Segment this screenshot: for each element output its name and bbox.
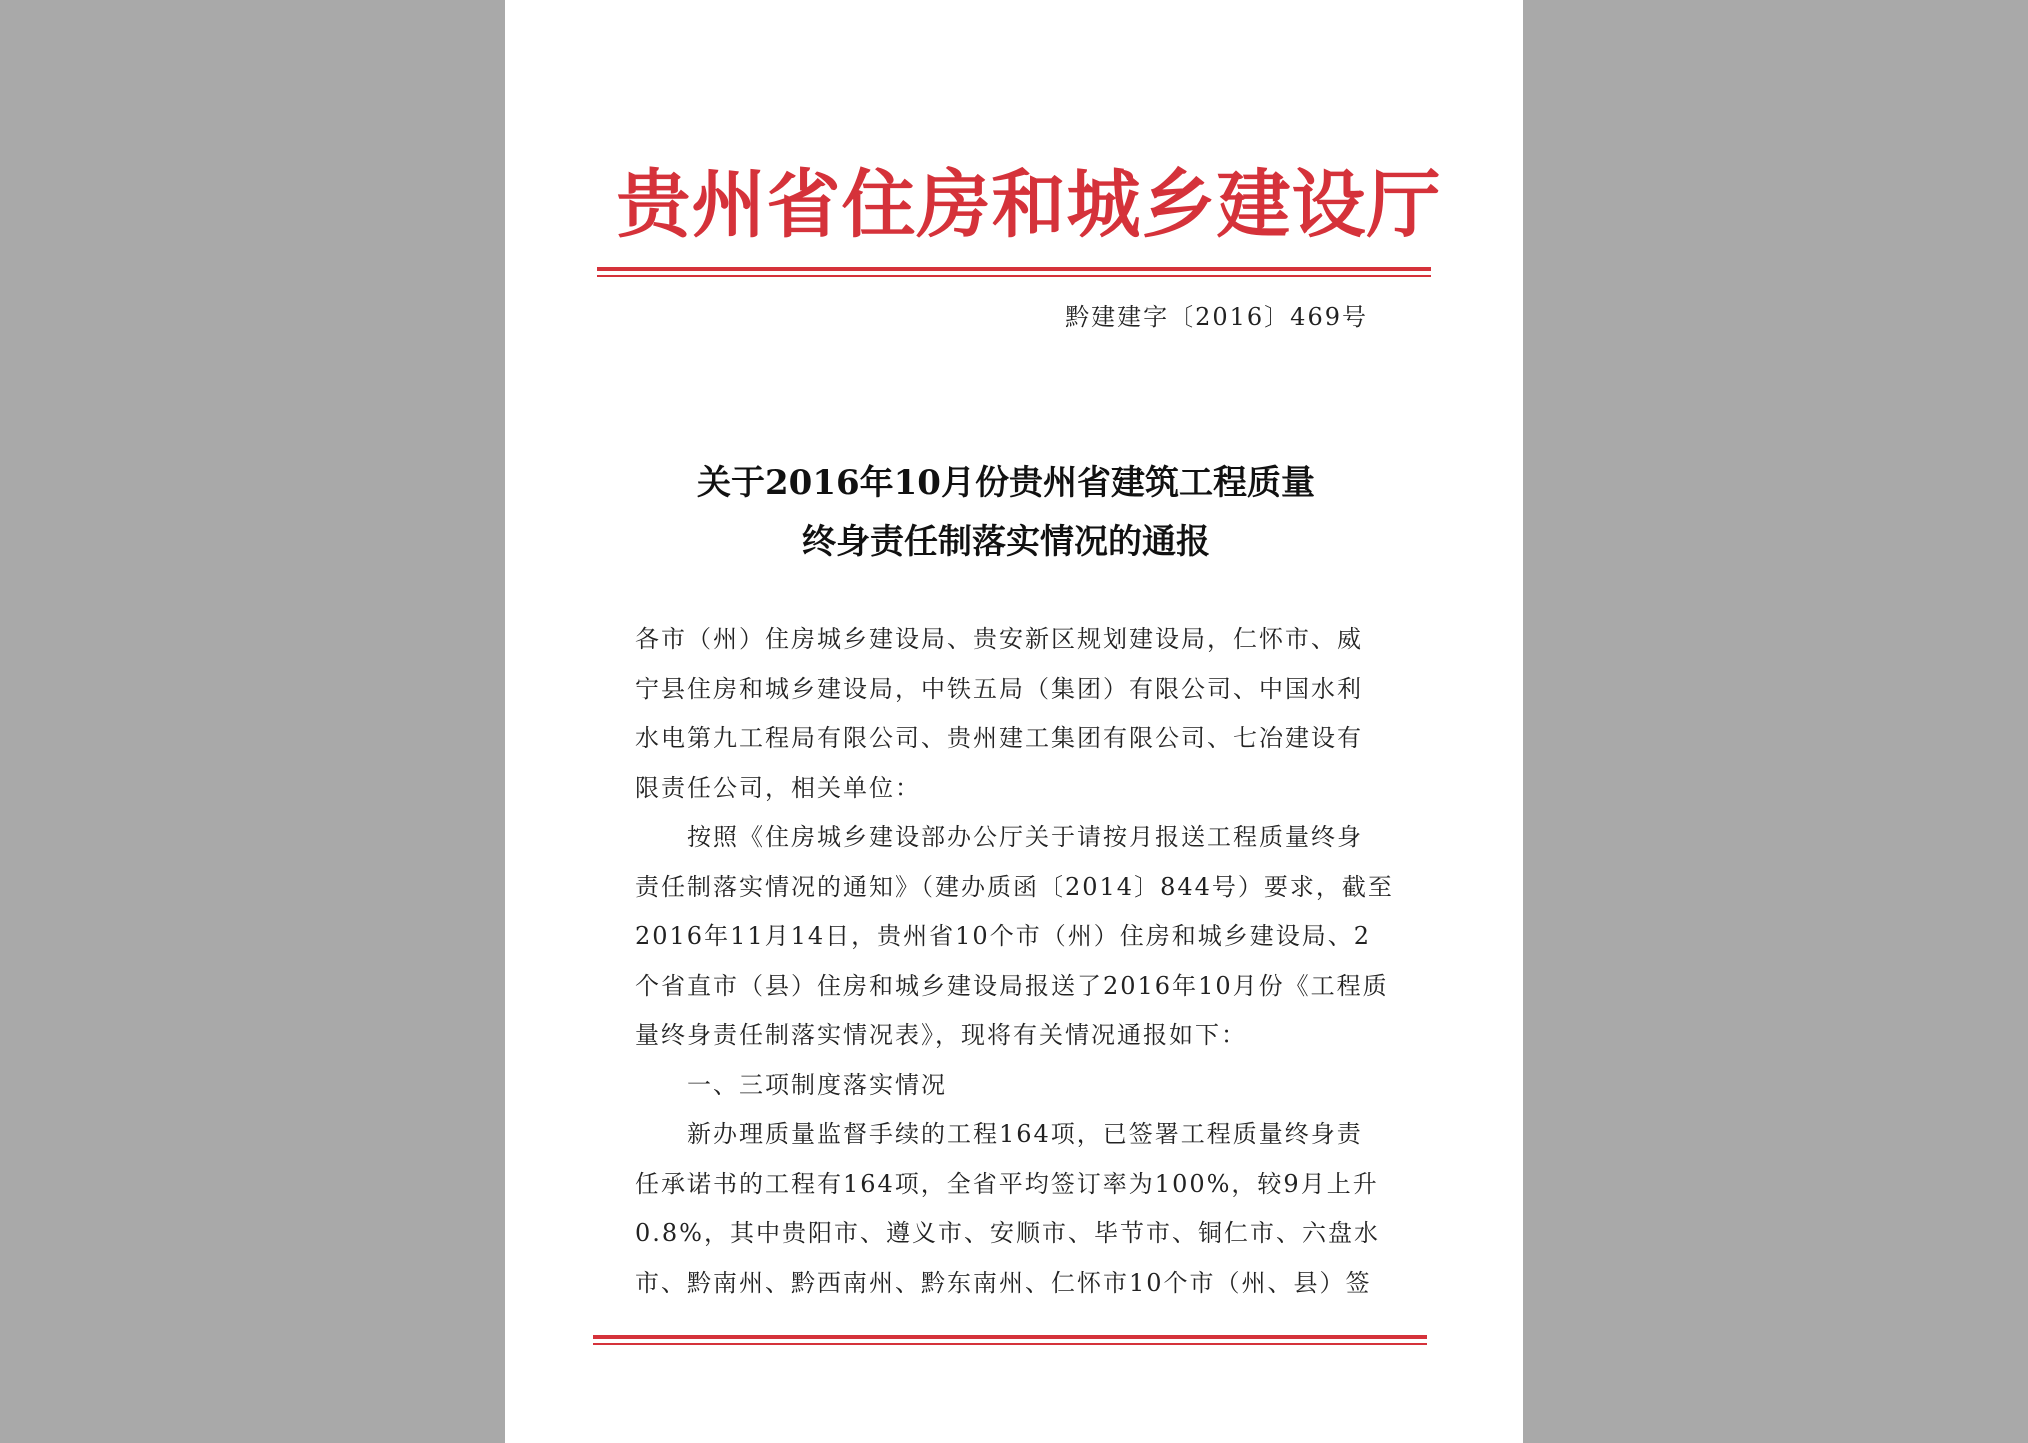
body-line: 0.8%，其中贵阳市、遵义市、安顺市、毕节市、铜仁市、六盘水 [635, 1219, 1380, 1247]
footer-rule-thick [593, 1335, 1427, 1339]
body-line: 个省直市（县）住房和城乡建设局报送了2016年10月份《工程质 [635, 971, 1389, 1000]
body-line: 各市（州）住房城乡建设局、贵安新区规划建设局，仁怀市、威 [635, 625, 1363, 653]
letterhead-rule-thin [597, 275, 1431, 277]
body-line: 任承诺书的工程有164项，全省平均签订率为100%，较9月上升 [635, 1169, 1379, 1198]
document-page [505, 0, 1523, 1443]
body-line: 量终身责任制落实情况表》，现将有关情况通报如下： [635, 1021, 1247, 1049]
letterhead-rule-thick [597, 267, 1431, 271]
body-line: 宁县住房和城乡建设局，中铁五局（集团）有限公司、中国水利 [635, 674, 1363, 703]
letterhead-title: 贵州省住房和城乡建设厅 [616, 162, 1442, 248]
body-line: 市、黔南州、黔西南州、黔东南州、仁怀市10个市（州、县）签 [635, 1268, 1372, 1297]
body-line: 限责任公司，相关单位： [635, 773, 921, 802]
body-line: 水电第九工程局有限公司、贵州建工集团有限公司、七冶建设有 [635, 724, 1363, 752]
footer-rule-thin [593, 1343, 1427, 1345]
body-line: 责任制落实情况的通知》（建办质函〔2014〕844号）要求，截至 [635, 872, 1394, 901]
body-line: 按照《住房城乡建设部办公厅关于请按月报送工程质量终身 [687, 823, 1363, 851]
body-line: 新办理质量监督手续的工程164项，已签署工程质量终身责 [687, 1120, 1363, 1148]
document-title-line-1: 关于2016年10月份贵州省建筑工程质量 [697, 463, 1315, 503]
body-line: 2016年11月14日，贵州省10个市（州）住房和城乡建设局、2 [635, 922, 1371, 950]
document-number: 黔建建字〔2016〕469号 [1065, 303, 1368, 331]
section-heading: 一、三项制度落实情况 [687, 1070, 947, 1099]
document-title-line-2: 终身责任制落实情况的通报 [802, 522, 1210, 562]
document-body [635, 615, 1405, 1308]
